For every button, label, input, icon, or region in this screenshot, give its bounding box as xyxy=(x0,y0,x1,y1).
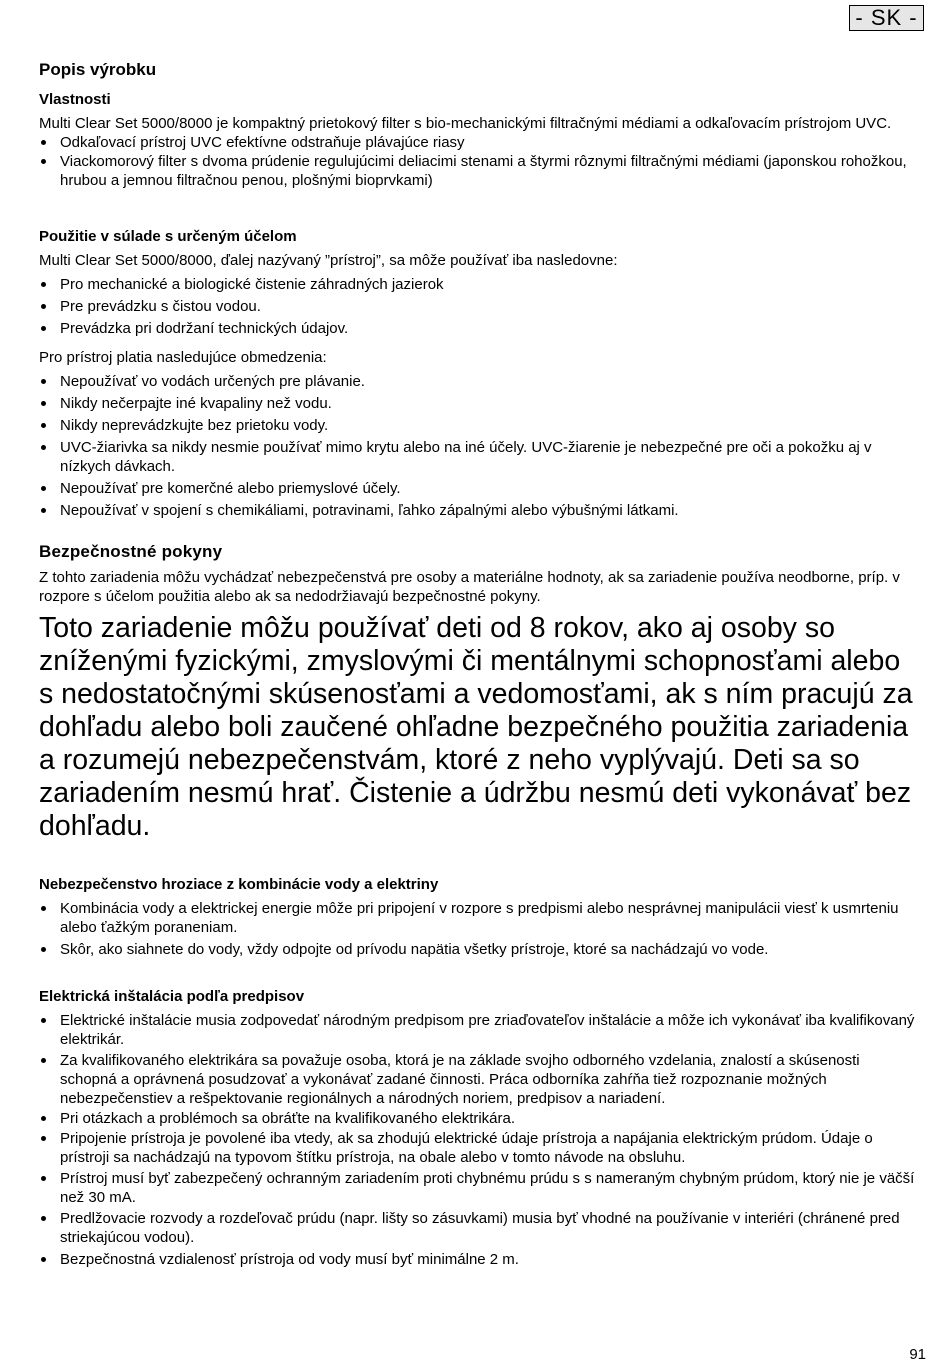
paragraph-pouzitie: Multi Clear Set 5000/8000, ďalej nazývaný ”prístroj”, sa môže používať iba nasledovne: xyxy=(39,252,618,269)
list-pouzitie xyxy=(39,275,919,338)
paragraph-bezpecnost: Z tohto zariadenia môžu vychádzať nebezpečenstvá pre osoby a materiálne hodnoty, ak sa zariadenie používa neodborne, príp. v rozpore s účelom použitia alebo ak sa nedodržiavajú bezpečnostné pokyny. xyxy=(39,569,900,605)
list-item: Viackomorový filter s dvoma prúdenie regulujúcimi deliacimi stenami a štyrmi rôznymi filtračnými médiami (japonskou rohožkou, hrubou a jemnou filtračnou penou, plošnými bioprvkami) xyxy=(39,152,919,190)
list-item: Nepoužívať pre komerčné alebo priemyslové účely. xyxy=(39,479,919,498)
list-item: Prístroj musí byť zabezpečený ochranným zariadením proti chybnému prúdu s s nameraným chybným prúdom, ktorý nie je väčší než 30 mA. xyxy=(39,1169,919,1207)
list-item: UVC-žiarivka sa nikdy nesmie používať mimo krytu alebo na iné účely. UVC-žiarenie je nebezpečné pre oči a pokožku aj v nízkych dávkach. xyxy=(39,438,919,476)
language-tag: - SK - xyxy=(849,5,924,31)
list-item: Nikdy neprevádzkujte bez prietoku vody. xyxy=(39,416,919,435)
list-item: Pro mechanické a biologické čistenie záhradných jazierok xyxy=(39,275,919,294)
document-body xyxy=(39,60,919,1269)
list-item: Nikdy nečerpajte iné kvapaliny než vodu. xyxy=(39,394,919,413)
list-item: Pri otázkach a problémoch sa obráťte na kvalifikovaného elektrikára. xyxy=(39,1109,919,1128)
list-item: Nepoužívať vo vodách určených pre plávanie. xyxy=(39,372,919,391)
list-item: Bezpečnostná vzdialenosť prístroja od vody musí byť minimálne 2 m. xyxy=(39,1250,919,1269)
list-item: Prevádzka pri dodržaní technických údajov. xyxy=(39,319,919,338)
section-heading-nebezpecenstvo: Nebezpečenstvo hroziace z kombinácie vody a elektriny xyxy=(39,876,439,893)
list-item: Pripojenie prístroja je povolené iba vtedy, ak sa zhodujú elektrické údaje prístroja a napájania elektrickým prúdom. Údaje o prístroji sa nachádzajú na typovom štítku prístroja, na obale alebo v tomto návode na obsluhu. xyxy=(39,1129,919,1167)
list-item: Odkaľovací prístroj UVC efektívne odstraňuje plávajúce riasy xyxy=(39,133,919,152)
list-item: Elektrické inštalácie musia zodpovedať národným predpisom pre zriaďovateľov inštalácie a môže ich vykonávať iba kvalifikovaný elektrikár. xyxy=(39,1011,919,1049)
section-heading-vlastnosti: Vlastnosti xyxy=(39,91,111,108)
warning-large-text: Toto zariadenie môžu používať deti od 8 rokov, ako aj osoby so zníženými fyzickými, zmyslovými či mentálnymi schopnosťami alebo s nedostatočnými skúsenosťami a vedomosťami, ak s ním pracujú za dohľadu alebo boli zaučené ohľadne bezpečného použitia zariadenia a rozumejú nebezpečenstvám, ktoré z neho vyplývajú. Deti sa so zariadením nesmú hrať. Čistenie a údržbu nesmú deti vykonávať bez dohľadu. xyxy=(39,612,913,842)
paragraph-vlastnosti: Multi Clear Set 5000/8000 je kompaktný prietokový filter s bio-mechanickými filtračnými médiami a odkaľovacím prístrojom UVC. xyxy=(39,115,892,132)
list-item: Predlžovacie rozvody a rozdeľovač prúdu (napr. lišty so zásuvkami) musia byť vhodné na používanie v interiéri (chránené pred striekajúcou vodou). xyxy=(39,1209,919,1247)
list-item: Nepoužívať v spojení s chemikáliami, potravinami, ľahko zápalnými alebo výbušnými látkami. xyxy=(39,501,919,520)
list-item: Kombinácia vody a elektrickej energie môže pri pripojení v rozpore s predpismi alebo nesprávnej manipulácii viesť k usmrteniu alebo ťažkým poraneniam. xyxy=(39,899,919,937)
list-nebezpecenstvo xyxy=(39,899,919,959)
list-item: Skôr, ako siahnete do vody, vždy odpojte od prívodu napätia všetky prístroje, ktoré sa nachádzajú vo vode. xyxy=(39,940,919,959)
paragraph-restrictions-intro: Pro prístroj platia nasledujúce obmedzenia: xyxy=(39,349,327,366)
page-number: 91 xyxy=(909,1346,926,1363)
section-heading-pouzitie: Použitie v súlade s určeným účelom xyxy=(39,228,297,245)
list-vlastnosti xyxy=(39,133,919,190)
page-title: Popis výrobku xyxy=(39,60,157,79)
list-item: Za kvalifikovaného elektrikára sa považuje osoba, ktorá je na základe svojho odborného vzdelania, znalostí a skúsenosti schopná a oprávnená posudzovať a vykonávať zadané činnosti. Práca odborníka zahŕňa tiež rozpoznanie možných nebezpečenstiev a rešpektovanie regionálnych a národných noriem, predpisov a nariadení. xyxy=(39,1051,919,1108)
section-heading-bezpecnost: Bezpečnostné pokyny xyxy=(39,542,223,561)
list-instalacia xyxy=(39,1011,919,1269)
section-heading-instalacia: Elektrická inštalácia podľa predpisov xyxy=(39,988,305,1005)
list-restrictions xyxy=(39,372,919,520)
list-item: Pre prevádzku s čistou vodou. xyxy=(39,297,919,316)
